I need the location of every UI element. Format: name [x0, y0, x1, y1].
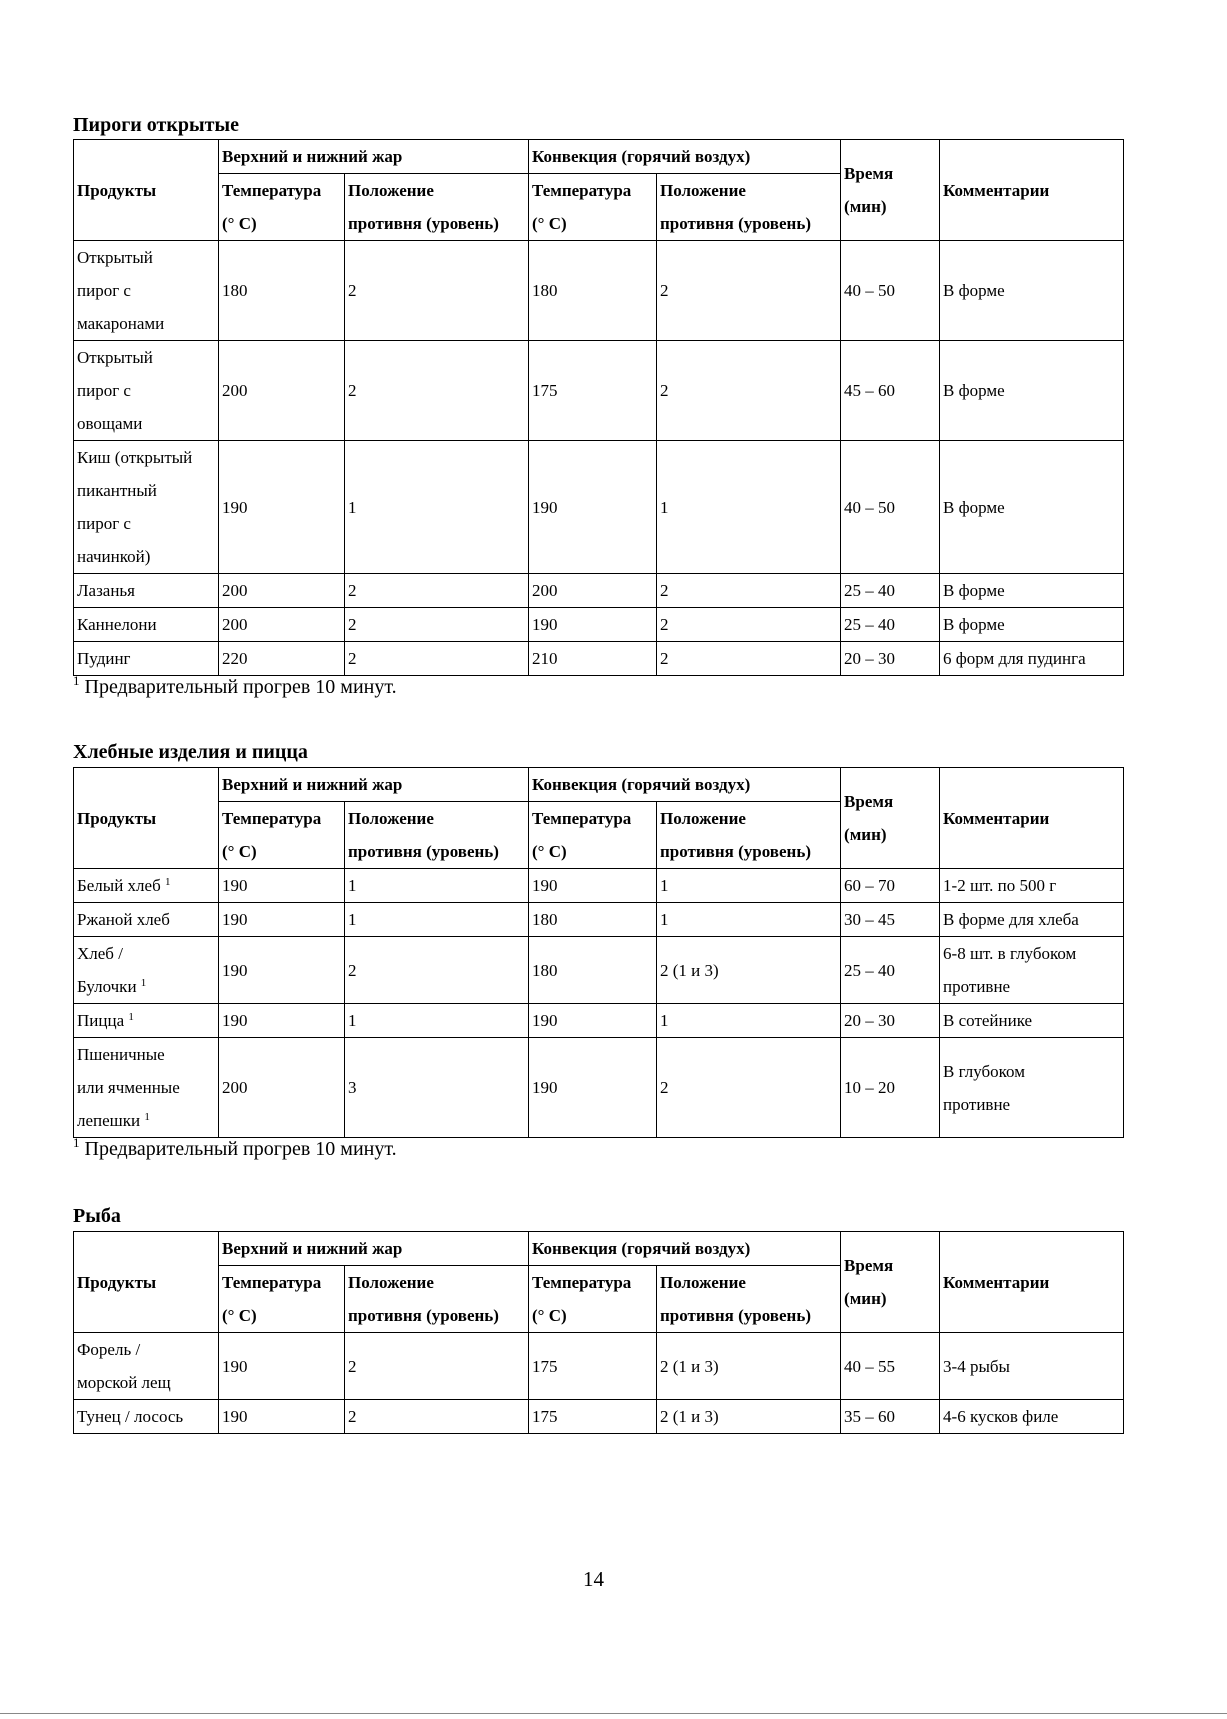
convection-temperature: 190 [529, 608, 657, 642]
section-title: Пироги открытые [73, 114, 239, 136]
product-cell [74, 1333, 219, 1400]
product-name: Лазанья [77, 581, 136, 600]
product-cell [74, 903, 219, 937]
comment-cell [940, 903, 1124, 937]
table-row [74, 869, 1124, 903]
table-row [74, 1333, 1124, 1400]
header-products [74, 1232, 219, 1333]
upper-lower-temperature: 190 [219, 869, 345, 903]
convection-position: 2 (1 и 3) [657, 1400, 841, 1434]
upper-lower-temperature: 190 [219, 1400, 345, 1434]
header-comments-label: Комментарии [943, 180, 1050, 200]
time-value: 30 – 45 [841, 903, 940, 937]
comment-text: 6-8 шт. в глубоком [943, 944, 1077, 963]
header-position-label: Положение [660, 809, 746, 828]
header-position [657, 174, 841, 241]
product-name: Пудинг [77, 649, 131, 668]
table-row [74, 574, 1124, 608]
product-name: Каннелони [77, 615, 157, 634]
footnote-marker: 1 [73, 1135, 80, 1150]
table-row [74, 341, 1124, 441]
upper-lower-position: 1 [345, 441, 529, 574]
header-temperature-unit: (° С) [222, 214, 257, 233]
header-temperature-label: Температура [222, 1273, 322, 1292]
product-name: овощами [77, 414, 143, 433]
product-name: пирог с [77, 281, 131, 300]
header-products-label: Продукты [77, 180, 157, 200]
header-position [345, 174, 529, 241]
upper-lower-position: 2 [345, 1333, 529, 1400]
header-row [74, 768, 1124, 802]
header-upper-lower-heat [219, 768, 529, 802]
comment-text: противне [943, 1094, 1011, 1114]
convection-temperature: 180 [529, 903, 657, 937]
table-row [74, 608, 1124, 642]
upper-lower-temperature: 190 [219, 903, 345, 937]
product-cell [74, 869, 219, 903]
comment-text: В сотейнике [943, 1011, 1033, 1030]
header-time-label: Время [844, 792, 894, 811]
footnote-marker: 1 [165, 876, 171, 888]
header-position [657, 1266, 841, 1333]
convection-temperature: 175 [529, 341, 657, 441]
header-upper-lower-heat [219, 140, 529, 174]
header-position-label: Положение [660, 1273, 746, 1292]
header-temperature [529, 1266, 657, 1333]
product-name: пикантный [77, 481, 157, 500]
time-value: 40 – 50 [841, 241, 940, 341]
header-products [74, 140, 219, 241]
header-position-unit: противня (уровень) [660, 214, 811, 233]
header-convection [529, 140, 841, 174]
header-temperature-label: Температура [222, 181, 322, 200]
product-name: Форель / [77, 1340, 141, 1359]
time-value: 25 – 40 [841, 608, 940, 642]
convection-temperature: 180 [529, 937, 657, 1004]
upper-lower-temperature: 200 [219, 1038, 345, 1138]
header-upper-lower-heat [219, 1232, 529, 1266]
footnote-marker: 1 [140, 977, 147, 989]
upper-lower-temperature: 190 [219, 1004, 345, 1038]
footnote-text: Предварительный прогрев 10 минут. [84, 1138, 397, 1160]
comment-text: В форме [943, 281, 1005, 300]
header-temperature-label: Температура [222, 809, 322, 828]
upper-lower-position: 2 [345, 608, 529, 642]
table-row [74, 241, 1124, 341]
upper-lower-temperature: 190 [219, 441, 345, 574]
comment-text: 3-4 рыбы [943, 1356, 1010, 1376]
time-value: 20 – 30 [841, 642, 940, 676]
header-position-label: Положение [348, 181, 434, 200]
table-row [74, 1038, 1124, 1138]
time-value: 40 – 55 [841, 1333, 940, 1400]
upper-lower-position: 2 [345, 341, 529, 441]
footnote [73, 675, 397, 699]
time-value: 25 – 40 [841, 574, 940, 608]
header-temperature [529, 802, 657, 869]
footnote-marker: 1 [73, 673, 80, 688]
header-convection [529, 1232, 841, 1266]
comment-cell [940, 241, 1124, 341]
convection-position: 1 [657, 869, 841, 903]
convection-position: 2 (1 и 3) [657, 937, 841, 1004]
header-comments [940, 768, 1124, 869]
section-title: Рыба [73, 1205, 121, 1227]
product-name: Открытый [77, 348, 153, 367]
header-position [345, 1266, 529, 1333]
comment-cell [940, 1004, 1124, 1038]
footnote-marker: 1 [144, 1111, 150, 1123]
header-convection [529, 768, 841, 802]
cooking-table [73, 767, 1124, 1138]
product-name: Тунец / лосось [77, 1407, 184, 1426]
product-name: Ржаной хлеб [77, 910, 170, 929]
comment-cell [940, 441, 1124, 574]
time-value: 25 – 40 [841, 937, 940, 1004]
header-products-label: Продукты [77, 808, 157, 828]
comment-text: В форме [943, 497, 1005, 517]
upper-lower-position: 2 [345, 937, 529, 1004]
convection-position: 2 [657, 608, 841, 642]
header-time-label: Время [844, 164, 894, 183]
convection-position: 1 [657, 903, 841, 937]
product-name: пирог с [77, 381, 131, 400]
upper-lower-position: 1 [345, 1004, 529, 1038]
time-value: 60 – 70 [841, 869, 940, 903]
convection-temperature: 175 [529, 1400, 657, 1434]
product-cell [74, 574, 219, 608]
product-name: Булочки [77, 977, 137, 996]
product-cell [74, 341, 219, 441]
comment-text: противне [943, 977, 1011, 996]
comment-cell [940, 341, 1124, 441]
upper-lower-position: 1 [345, 903, 529, 937]
time-value: 10 – 20 [841, 1038, 940, 1138]
comment-cell [940, 1400, 1124, 1434]
header-position-unit: противня (уровень) [348, 842, 499, 861]
comment-text: В форме для хлеба [943, 910, 1079, 929]
section-title: Хлебные изделия и пицца [73, 741, 308, 763]
convection-temperature: 190 [529, 441, 657, 574]
footnote-marker: 1 [128, 1011, 134, 1023]
product-cell [74, 1004, 219, 1038]
header-position [345, 802, 529, 869]
comment-text: В глубоком [943, 1061, 1025, 1081]
convection-position: 2 (1 и 3) [657, 1333, 841, 1400]
convection-temperature: 190 [529, 869, 657, 903]
bottom-rule [0, 1713, 1227, 1714]
comment-text: В форме [943, 381, 1005, 400]
upper-lower-temperature: 180 [219, 241, 345, 341]
convection-temperature: 180 [529, 241, 657, 341]
convection-temperature: 210 [529, 642, 657, 676]
header-temperature-unit: (° С) [532, 214, 567, 233]
product-cell [74, 241, 219, 341]
header-comments [940, 1232, 1124, 1333]
header-position-unit: противня (уровень) [660, 1306, 811, 1325]
header-upper-lower-label: Верхний и нижний жар [222, 147, 403, 166]
table-row [74, 1004, 1124, 1038]
upper-lower-temperature: 200 [219, 608, 345, 642]
header-upper-lower-label: Верхний и нижний жар [222, 775, 403, 794]
product-name: Пшеничные [77, 1045, 165, 1064]
header-time-unit: (мин) [844, 1289, 887, 1308]
header-time [841, 768, 940, 869]
upper-lower-temperature: 220 [219, 642, 345, 676]
product-name: Киш (открытый [77, 448, 193, 467]
header-products [74, 768, 219, 869]
product-name: начинкой) [77, 547, 151, 566]
header-time [841, 140, 940, 241]
comment-text: В форме [943, 615, 1005, 634]
header-convection-label: Конвекция (горячий воздух) [532, 147, 751, 166]
header-position-unit: противня (уровень) [660, 842, 811, 861]
footnote [73, 1137, 397, 1161]
convection-temperature: 175 [529, 1333, 657, 1400]
comment-text: 6 форм для пудинга [943, 649, 1086, 668]
product-name: лепешки [77, 1111, 141, 1130]
header-row [74, 140, 1124, 174]
convection-position: 1 [657, 441, 841, 574]
upper-lower-temperature: 190 [219, 1333, 345, 1400]
header-temperature-unit: (° С) [222, 1306, 257, 1325]
header-position [657, 802, 841, 869]
header-temperature-label: Температура [532, 1273, 632, 1292]
header-position-label: Положение [348, 809, 434, 828]
upper-lower-temperature: 190 [219, 937, 345, 1004]
product-cell [74, 937, 219, 1004]
convection-position: 1 [657, 1004, 841, 1038]
comment-cell [940, 1038, 1124, 1138]
header-temperature [219, 1266, 345, 1333]
time-value: 45 – 60 [841, 341, 940, 441]
header-position-unit: противня (уровень) [348, 1306, 499, 1325]
comment-cell [940, 1333, 1124, 1400]
table-row [74, 642, 1124, 676]
table-row [74, 937, 1124, 1004]
header-temperature [529, 174, 657, 241]
product-cell [74, 441, 219, 574]
upper-lower-position: 2 [345, 241, 529, 341]
product-name: морской лещ [77, 1373, 171, 1392]
upper-lower-temperature: 200 [219, 574, 345, 608]
upper-lower-position: 3 [345, 1038, 529, 1138]
product-name: Пицца [77, 1011, 125, 1030]
convection-position: 2 [657, 574, 841, 608]
product-name: Открытый [77, 248, 153, 267]
header-position-label: Положение [348, 1273, 434, 1292]
comment-cell [940, 608, 1124, 642]
product-name: или ячменные [77, 1078, 180, 1097]
header-temperature [219, 174, 345, 241]
table-row [74, 1400, 1124, 1434]
header-products-label: Продукты [77, 1272, 157, 1292]
header-time-unit: (мин) [844, 197, 887, 216]
header-temperature-unit: (° С) [532, 1306, 567, 1325]
header-position-unit: противня (уровень) [348, 214, 499, 233]
footnote-text: Предварительный прогрев 10 минут. [84, 676, 397, 698]
header-row [74, 1232, 1124, 1266]
cooking-table [73, 1231, 1124, 1434]
header-temperature-unit: (° С) [532, 842, 567, 861]
header-upper-lower-label: Верхний и нижний жар [222, 1239, 403, 1258]
page-number: 14 [583, 1567, 604, 1591]
time-value: 20 – 30 [841, 1004, 940, 1038]
convection-position: 2 [657, 1038, 841, 1138]
header-time-label: Время [844, 1256, 894, 1275]
upper-lower-position: 2 [345, 642, 529, 676]
header-comments-label: Комментарии [943, 1272, 1050, 1292]
upper-lower-position: 1 [345, 869, 529, 903]
convection-position: 2 [657, 241, 841, 341]
product-name: макаронами [77, 314, 165, 333]
header-temperature-label: Температура [532, 809, 632, 828]
header-time-unit: (мин) [844, 825, 887, 844]
convection-position: 2 [657, 341, 841, 441]
header-convection-label: Конвекция (горячий воздух) [532, 1239, 751, 1258]
upper-lower-position: 2 [345, 574, 529, 608]
time-value: 40 – 50 [841, 441, 940, 574]
header-temperature-unit: (° С) [222, 842, 257, 861]
convection-temperature: 190 [529, 1038, 657, 1138]
comment-text: В форме [943, 581, 1005, 600]
table-row [74, 441, 1124, 574]
header-position-label: Положение [660, 181, 746, 200]
header-temperature-label: Температура [532, 181, 632, 200]
header-convection-label: Конвекция (горячий воздух) [532, 775, 751, 794]
comment-text: 4-6 кусков филе [943, 1407, 1059, 1426]
convection-temperature: 200 [529, 574, 657, 608]
product-cell [74, 1038, 219, 1138]
product-cell [74, 608, 219, 642]
comment-cell [940, 574, 1124, 608]
product-cell [74, 1400, 219, 1434]
header-comments-label: Комментарии [943, 808, 1050, 828]
header-time [841, 1232, 940, 1333]
header-temperature [219, 802, 345, 869]
comment-text: 1-2 шт. по 500 г [943, 876, 1057, 895]
cooking-table [73, 139, 1124, 676]
convection-position: 2 [657, 642, 841, 676]
comment-cell [940, 642, 1124, 676]
table-row [74, 903, 1124, 937]
upper-lower-temperature: 200 [219, 341, 345, 441]
comment-cell [940, 869, 1124, 903]
time-value: 35 – 60 [841, 1400, 940, 1434]
product-cell [74, 642, 219, 676]
comment-cell [940, 937, 1124, 1004]
product-name: Хлеб / [77, 944, 123, 963]
product-name: пирог с [77, 514, 131, 533]
header-comments [940, 140, 1124, 241]
convection-temperature: 190 [529, 1004, 657, 1038]
product-name: Белый хлеб [77, 876, 161, 895]
upper-lower-position: 2 [345, 1400, 529, 1434]
